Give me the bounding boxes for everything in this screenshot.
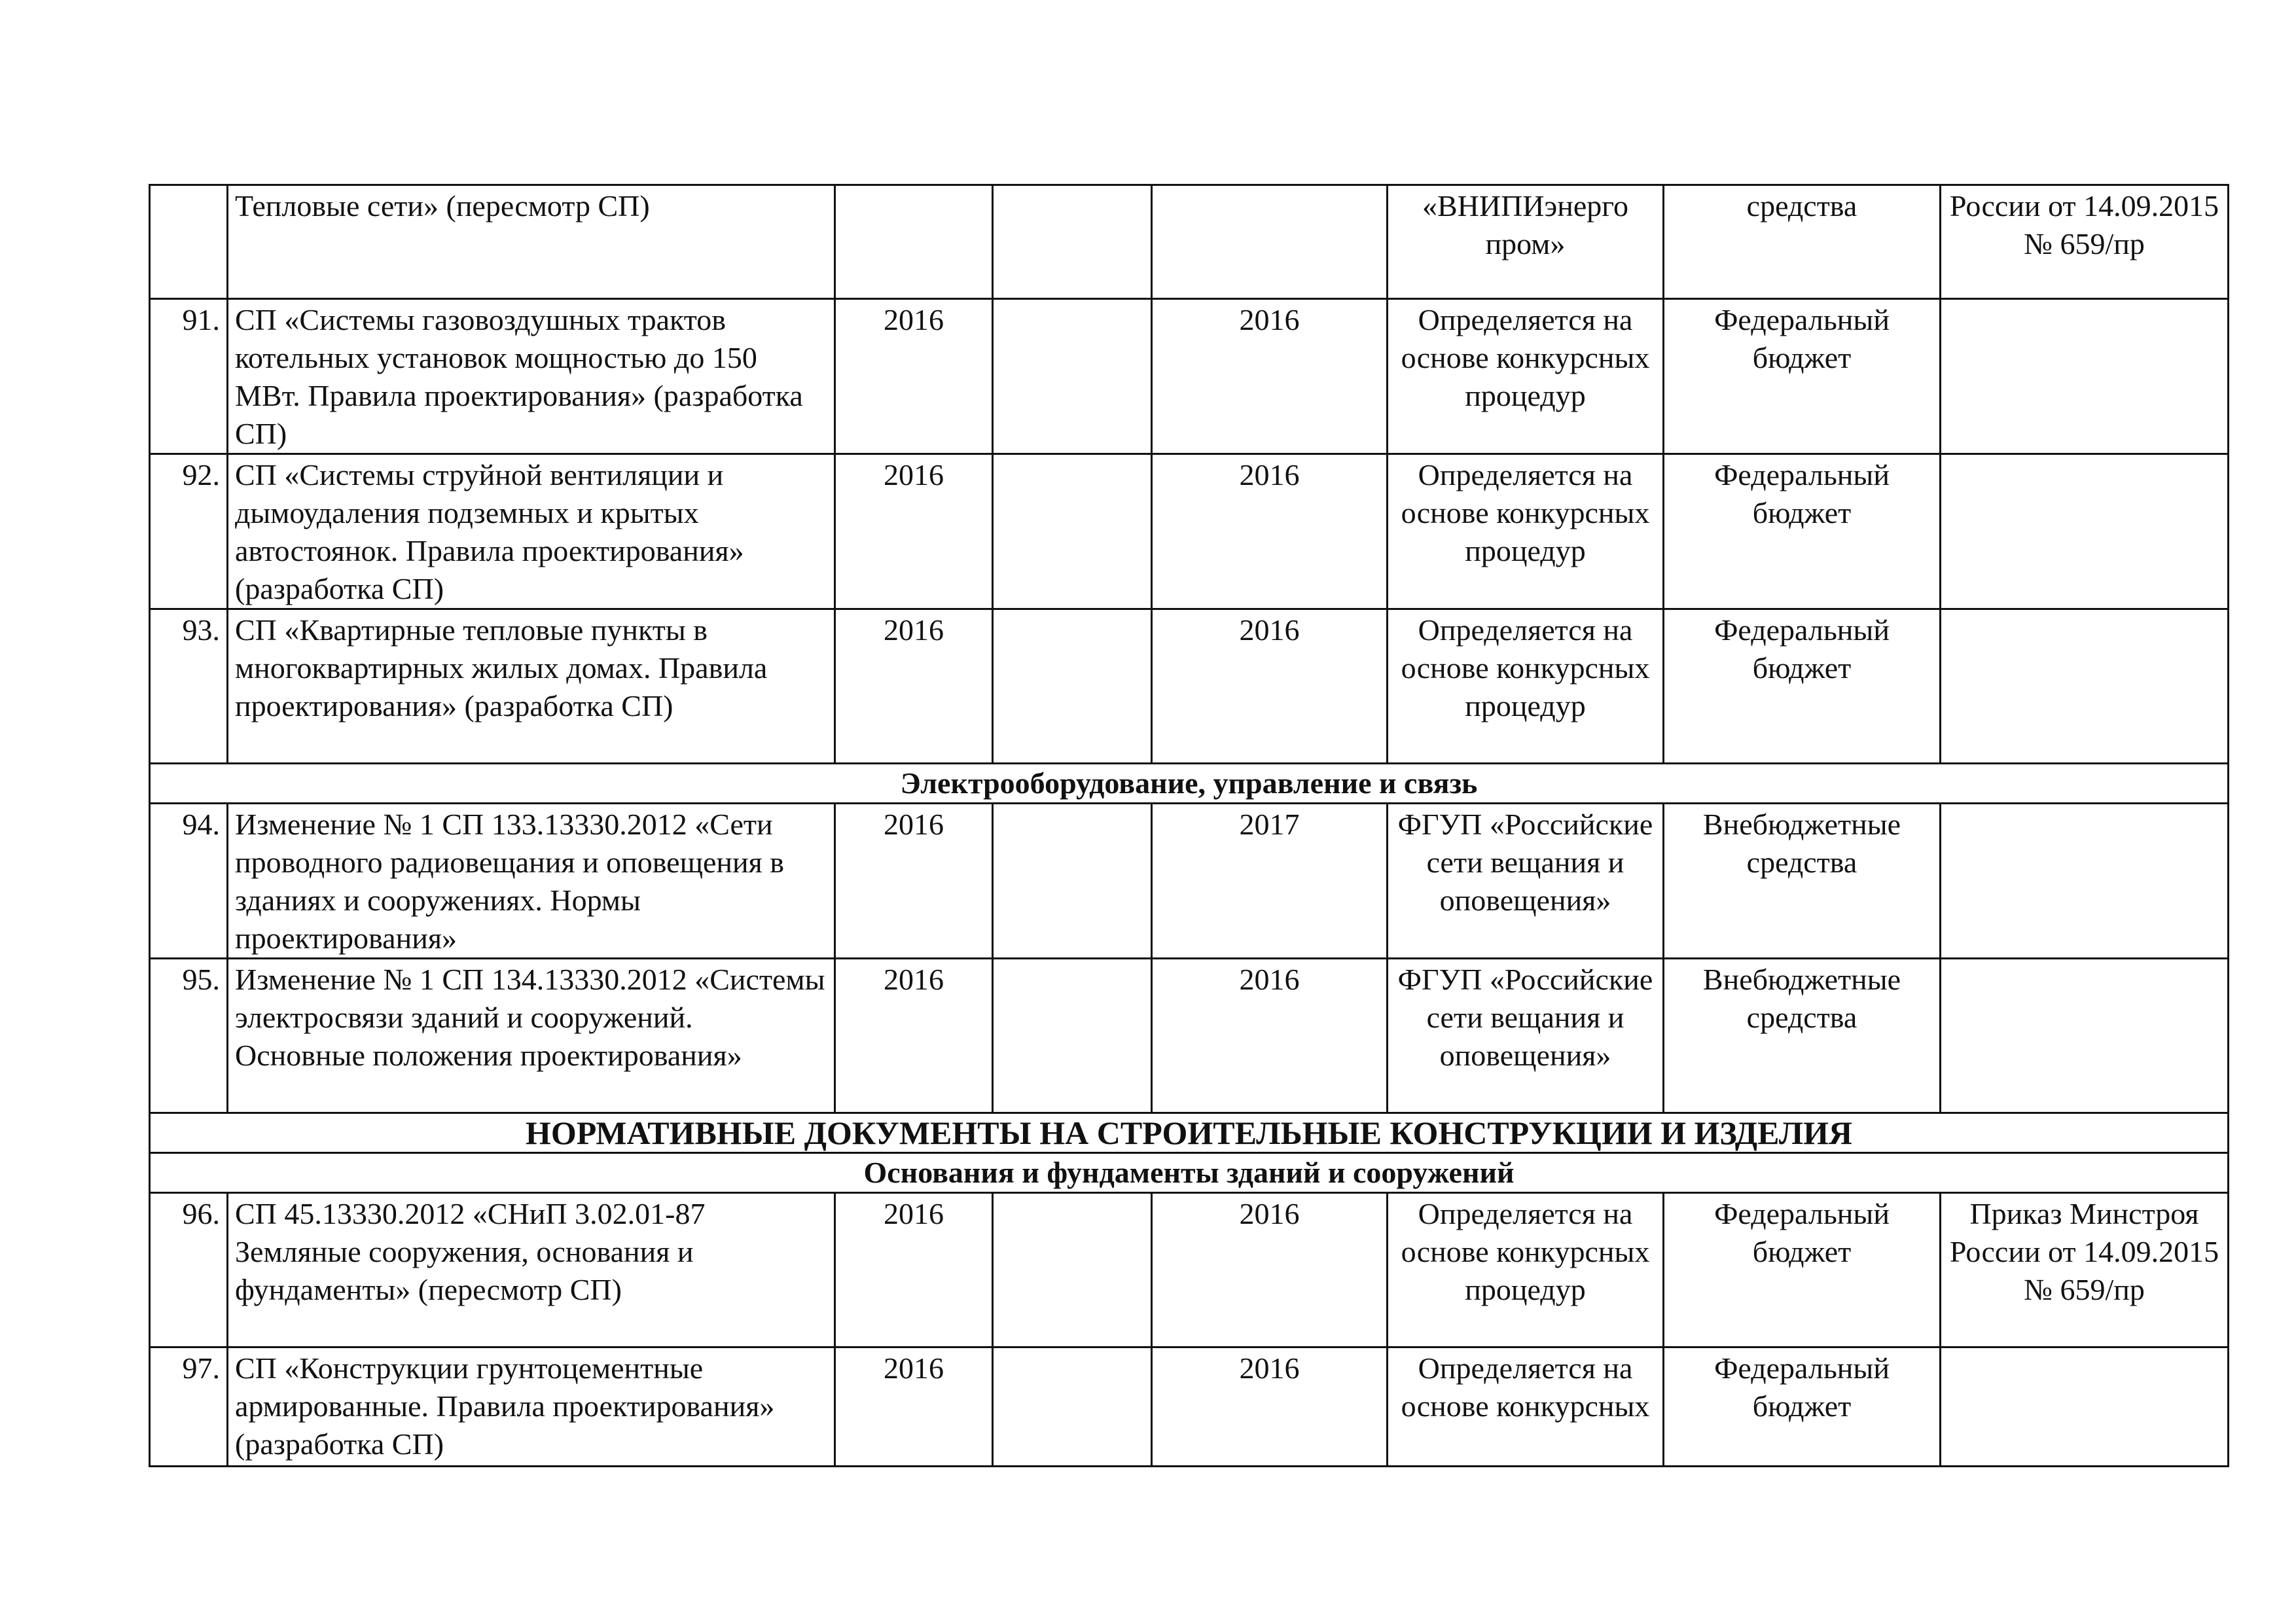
row-number: 91. [150, 299, 228, 454]
executor: Определяется на основе конкурсных [1388, 1347, 1664, 1467]
table-row [150, 454, 2229, 609]
end-year: 2016 [1152, 454, 1388, 609]
funding-source: Внебюджетные средства [1664, 804, 1941, 959]
document-title: СП «Системы струйной вентиляции и дымоудаления подземных и крытых автостоянок. Правила проектирования» (разработка СП) [228, 454, 835, 609]
funding-source: Федеральный бюджет [1664, 1193, 1941, 1347]
funding-source: Федеральный бюджет [1664, 454, 1941, 609]
note: Приказ Минстроя России от 14.09.2015 № 659/пр [1941, 1193, 2229, 1347]
start-year: 2016 [835, 609, 993, 764]
note [1941, 959, 2229, 1113]
funding-source: Федеральный бюджет [1664, 299, 1941, 454]
start-year: 2016 [835, 1193, 993, 1347]
executor: ФГУП «Российские сети вещания и оповещения» [1388, 804, 1664, 959]
table-row [150, 609, 2229, 764]
table-row [150, 185, 2229, 299]
document-title: СП 45.13330.2012 «СНиП 3.02.01-87 Земляные сооружения, основания и фундаменты» (пересмотр СП) [228, 1193, 835, 1347]
empty-cell [993, 185, 1152, 299]
section-heading [150, 764, 2229, 804]
empty-cell [993, 609, 1152, 764]
end-year: 2016 [1152, 1193, 1388, 1347]
end-year: 2016 [1152, 959, 1388, 1113]
document-title: СП «Конструкции грунтоцементные армированные. Правила проектирования» (разработка СП) [228, 1347, 835, 1467]
funding-source: Федеральный бюджет [1664, 609, 1941, 764]
note [1941, 1347, 2229, 1467]
note: России от 14.09.2015 № 659/пр [1941, 185, 2229, 299]
empty-cell [993, 804, 1152, 959]
row-number: 92. [150, 454, 228, 609]
table-row [150, 959, 2229, 1113]
row-number: 94. [150, 804, 228, 959]
executor: Определяется на основе конкурсных процедур [1388, 454, 1664, 609]
note [1941, 454, 2229, 609]
table-row [150, 804, 2229, 959]
funding-source: Федеральный бюджет [1664, 1347, 1941, 1467]
section-heading-text: НОРМАТИВНЫЕ ДОКУМЕНТЫ НА СТРОИТЕЛЬНЫЕ КОНСТРУКЦИИ И ИЗДЕЛИЯ [150, 1113, 2229, 1153]
funding-source: средства [1664, 185, 1941, 299]
table-row [150, 1347, 2229, 1467]
section-heading-major [150, 1113, 2229, 1153]
executor: Определяется на основе конкурсных процедур [1388, 1193, 1664, 1347]
end-year: 2017 [1152, 804, 1388, 959]
standards-plan-table [149, 184, 2229, 1467]
empty-cell [993, 454, 1152, 609]
start-year: 2016 [835, 804, 993, 959]
start-year [835, 185, 993, 299]
empty-cell [993, 299, 1152, 454]
end-year: 2016 [1152, 299, 1388, 454]
document-title: Тепловые сети» (пересмотр СП) [228, 185, 835, 299]
empty-cell [993, 1193, 1152, 1347]
empty-cell [993, 959, 1152, 1113]
table-row [150, 299, 2229, 454]
row-number: 97. [150, 1347, 228, 1467]
document-title: СП «Квартирные тепловые пункты в многоквартирных жилых домах. Правила проектирования» (разработка СП) [228, 609, 835, 764]
start-year: 2016 [835, 454, 993, 609]
start-year: 2016 [835, 959, 993, 1113]
executor: «ВНИПИэнерго пром» [1388, 185, 1664, 299]
end-year: 2016 [1152, 609, 1388, 764]
table-row [150, 1193, 2229, 1347]
note [1941, 299, 2229, 454]
executor: Определяется на основе конкурсных процедур [1388, 299, 1664, 454]
note [1941, 609, 2229, 764]
section-heading [150, 1153, 2229, 1193]
note [1941, 804, 2229, 959]
section-heading-text: Основания и фундаменты зданий и сооружений [150, 1153, 2229, 1193]
empty-cell [993, 1347, 1152, 1467]
row-number: 95. [150, 959, 228, 1113]
row-number: 93. [150, 609, 228, 764]
funding-source: Внебюджетные средства [1664, 959, 1941, 1113]
row-number [150, 185, 228, 299]
end-year: 2016 [1152, 1347, 1388, 1467]
executor: Определяется на основе конкурсных процедур [1388, 609, 1664, 764]
start-year: 2016 [835, 1347, 993, 1467]
end-year [1152, 185, 1388, 299]
row-number: 96. [150, 1193, 228, 1347]
document-title: Изменение № 1 СП 133.13330.2012 «Сети проводного радиовещания и оповещения в зданиях и сооружениях. Нормы проектирования» [228, 804, 835, 959]
start-year: 2016 [835, 299, 993, 454]
document-title: СП «Системы газовоздушных трактов котельных установок мощностью до 150 МВт. Правила проектирования» (разработка СП) [228, 299, 835, 454]
document-title: Изменение № 1 СП 134.13330.2012 «Системы электросвязи зданий и сооружений. Основные положения проектирования» [228, 959, 835, 1113]
section-heading-text: Электрооборудование, управление и связь [150, 764, 2229, 804]
executor: ФГУП «Российские сети вещания и оповещения» [1388, 959, 1664, 1113]
